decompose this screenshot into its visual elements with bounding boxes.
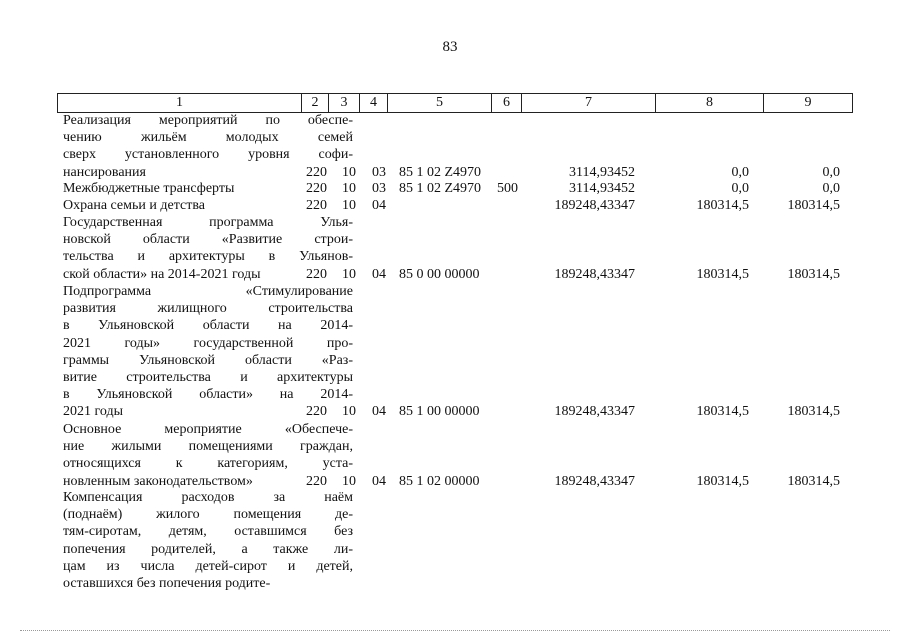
cell-c8: 180314,5 xyxy=(696,473,749,489)
cell-c3: 10 xyxy=(342,181,356,196)
description-line: тям-сиротам, детям, оставшимся без xyxy=(63,524,353,540)
description-line: чению жильём молодых семей xyxy=(63,130,353,146)
cell-c2: 220 xyxy=(306,404,327,420)
cell-c2: 220 xyxy=(306,266,327,282)
description-line: 2021 годы» государственной про- xyxy=(63,335,353,351)
page-number: 83 xyxy=(442,39,458,55)
cell-c8: 180314,5 xyxy=(696,404,749,420)
cell-c4: 03 xyxy=(372,164,386,180)
header-col-8: 8 xyxy=(656,94,764,112)
cell-c4: 04 xyxy=(372,266,386,282)
cell-c6: 500 xyxy=(497,181,518,196)
cell-c8: 0,0 xyxy=(731,164,749,180)
cell-c5: 85 1 02 Z4970 xyxy=(399,181,482,196)
description-line: 2021 годы xyxy=(63,404,124,420)
cell-c9: 0,0 xyxy=(822,181,840,196)
description-line: витие строительства и архитектуры xyxy=(63,370,353,386)
description-line: ние жилыми помещениями граждан, xyxy=(63,439,353,455)
description-line: сверх установленного уровня софи- xyxy=(63,147,353,163)
description-line: развития жилищного строительства xyxy=(63,301,353,317)
description-line: попечения родителей, а также ли- xyxy=(63,541,353,557)
cell-c8: 0,0 xyxy=(731,181,749,196)
cell-c3: 10 xyxy=(342,198,356,213)
description-line: (поднаём) жилого помещения де- xyxy=(63,507,353,523)
header-col-9: 9 xyxy=(804,95,812,110)
description-line: Государственная программа Улья- xyxy=(63,215,353,230)
cell-c4: 04 xyxy=(372,198,386,213)
description-line: в Ульяновской области» на 2014- xyxy=(63,387,353,403)
cell-c4: 04 xyxy=(372,473,386,489)
description-line: Реализация мероприятий по обеспе- xyxy=(63,113,353,128)
cell-c5: 85 1 00 00000 xyxy=(399,404,480,420)
header-col-3: 3 xyxy=(329,94,360,112)
scan-edge-line xyxy=(20,630,890,632)
cell-c9: 0,0 xyxy=(822,164,840,180)
cell-c8: 180314,5 xyxy=(696,266,749,282)
description-line: граммы Ульяновской области «Раз- xyxy=(63,352,353,368)
description-line: Основное мероприятие «Обеспече- xyxy=(63,422,353,437)
cell-c3: 10 xyxy=(342,404,356,420)
cell-c7: 189248,43347 xyxy=(554,198,635,213)
cell-c5: 85 1 02 Z4970 xyxy=(399,164,482,180)
description-line: ской области» на 2014-2021 годы xyxy=(63,266,261,282)
cell-c9: 180314,5 xyxy=(787,266,840,282)
cell-c7: 189248,43347 xyxy=(554,473,635,489)
cell-c2: 220 xyxy=(306,198,327,213)
header-col-1: 1 xyxy=(58,94,302,112)
cell-c4: 03 xyxy=(372,181,386,196)
cell-c3: 10 xyxy=(342,266,356,282)
description-line: новской области «Развитие строи- xyxy=(63,232,353,248)
cell-c3: 10 xyxy=(342,473,356,489)
cell-c7: 3114,93452 xyxy=(569,164,635,180)
description-line: в Ульяновской области на 2014- xyxy=(63,318,353,334)
header-col-6: 6 xyxy=(492,94,522,112)
cell-c4: 04 xyxy=(372,404,386,420)
cell-c3: 10 xyxy=(342,164,356,180)
description-line: Подпрограмма «Стимулирование xyxy=(63,284,353,299)
cell-c5: 85 0 00 00000 xyxy=(399,266,480,282)
row-description xyxy=(63,489,353,592)
header-col-2: 2 xyxy=(302,94,329,112)
description-line: нансирования xyxy=(63,164,146,180)
table-header xyxy=(57,93,853,113)
description-line: Межбюджетные трансферты xyxy=(63,181,235,196)
header-col-5: 5 xyxy=(388,94,492,112)
description-line: Охрана семьи и детства xyxy=(63,198,205,213)
description-line: тельства и архитектуры в Ульянов- xyxy=(63,249,353,265)
description-line: оставшихся без попечения родите- xyxy=(63,576,271,592)
header-col-7: 7 xyxy=(522,94,656,112)
description-line: относящихся к категориям, уста- xyxy=(63,456,353,472)
description-line: цам из числа детей-сирот и детей, xyxy=(63,558,353,574)
description-line: Компенсация расходов за наём xyxy=(63,490,353,505)
cell-c2: 220 xyxy=(306,164,327,180)
header-col-4: 4 xyxy=(360,94,388,112)
cell-c7: 189248,43347 xyxy=(554,404,635,420)
cell-c2: 220 xyxy=(306,473,327,489)
cell-c9: 180314,5 xyxy=(787,473,840,489)
description-line: новленным законодательством» xyxy=(63,473,253,489)
cell-c2: 220 xyxy=(306,181,327,196)
cell-c9: 180314,5 xyxy=(787,404,840,420)
row-description xyxy=(63,283,353,421)
cell-c7: 3114,93452 xyxy=(569,181,635,196)
cell-c5: 85 1 02 00000 xyxy=(399,473,480,489)
cell-c7: 189248,43347 xyxy=(554,266,635,282)
cell-c8: 180314,5 xyxy=(696,198,749,213)
cell-c9: 180314,5 xyxy=(787,198,840,213)
